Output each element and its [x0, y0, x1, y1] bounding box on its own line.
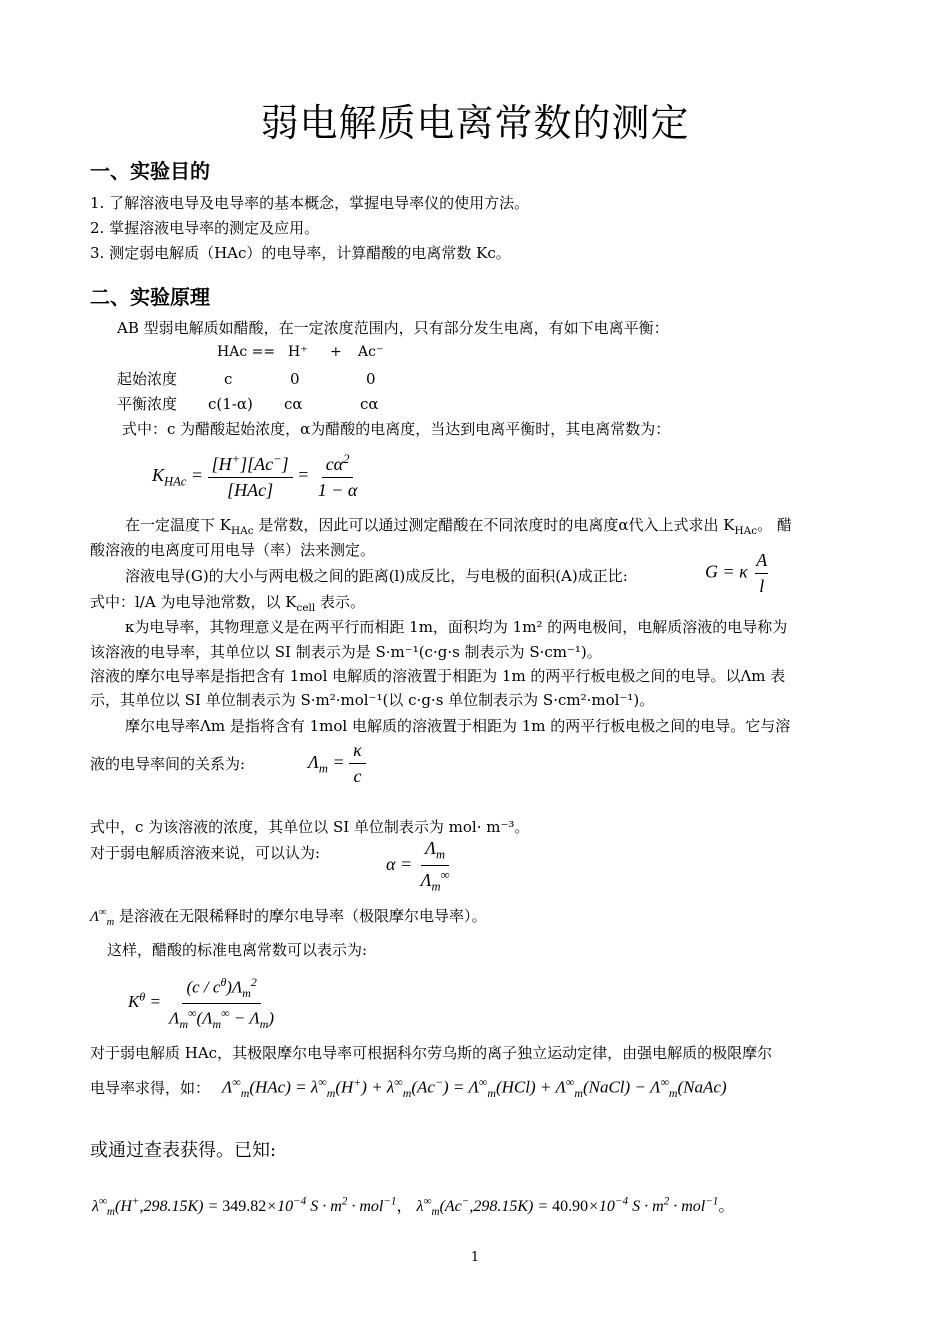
formula-kohlrausch: $\Lambda^\infty_m(HAc) = \lambda^\infty_m(H^+) + \lambda^\infty_m(Ac^-) = \Lambda^\infty_m(HCl)$ + $\Lambda^\infty_m(NaCl)$ − $\Lambda^\infty_m(NaAc)$: [222, 1075, 727, 1101]
formula-k-hac: $K_{HAc}$ = $\frac{[H^+][Ac^-]}{\text{[HAc]}}$ = $\frac{c\alpha^2}{1 - \alpha}$: [152, 452, 358, 500]
eq-header-h: H⁺: [288, 344, 308, 360]
page-number: 1: [470, 1250, 480, 1265]
formula-g: G = κ $\frac{A}{l}$: [705, 550, 768, 596]
section-heading-principle: 二、实验原理: [90, 285, 210, 309]
paragraph: 对于弱电解质 HAc，其极限摩尔电导率可根据科尔劳乌斯的离子独立运动定律，由强电解质的极限摩尔: [90, 1044, 773, 1062]
list-item: 3. 测定弱电解质（HAc）的电导率，计算醋酸的电离常数 Kc。: [90, 244, 511, 262]
paragraph: 对于弱电解质溶液来说，可以认为:: [90, 844, 321, 862]
eq-row2-h: cα: [284, 395, 303, 413]
eq-header-plus: +: [330, 344, 342, 360]
eq-row2-c: c(1-α): [208, 395, 253, 413]
eq-row2-label: 平衡浓度: [117, 395, 178, 413]
eq-row1-label: 起始浓度: [117, 370, 178, 388]
paragraph: 酸溶液的电离度可用电导（率）法来测定。: [90, 541, 376, 559]
paragraph: AB 型弱电解质如醋酸，在一定浓度范围内，只有部分发生电离，有如下电离平衡：: [117, 319, 669, 337]
formula-known-values: $\lambda^\infty_m(H^+,298.15K) = 349.82\times 10^{-4}$ $S \cdot m^2 \cdot mol^{-1}$， $\lambda^\infty_m(Ac^-,298.15K) = 40.90\times 10^{-4}$ $S \cdot m^2 \cdot mol^{-1}$。: [92, 1195, 735, 1219]
paragraph: $\Lambda^\infty_m$ 是溶液在无限稀释时的摩尔电导率（极限摩尔电导率）。: [90, 907, 487, 928]
eq-row2-ac: cα: [360, 395, 379, 413]
list-item: 1. 了解溶液电导及电导率的基本概念，掌握电导率仪的使用方法。: [90, 194, 530, 212]
paragraph: 这样，醋酸的标准电离常数可以表示为:: [107, 941, 368, 959]
formula-lambda-m: $\Lambda_m$ = $\frac{\kappa}{c}$: [308, 740, 366, 787]
formula-alpha: α = $\frac{\Lambda_m}{\Lambda_m^\infty}$: [386, 838, 450, 894]
paragraph: 式中：l/A 为电导池常数，以 $K_{cell}$ 表示。: [90, 593, 366, 614]
paragraph: 电导率求得，如：: [90, 1079, 211, 1097]
paragraph: 该溶液的电导率，其单位以 SI 制表示为是 S·m⁻¹(c·g·s 制表示为 S·cm⁻¹)。: [90, 643, 602, 661]
paragraph: 在一定温度下 $K_{HAc}$ 是常数，因此可以通过测定醋酸在不同浓度时的电离度α代入上式求出 $K_{HAc}$。 醋: [125, 516, 792, 537]
eq-header-ac: Ac⁻: [358, 344, 384, 360]
paragraph: 示，其单位以 SI 单位制表示为 S·m²·mol⁻¹(以 c·g·s 单位制表示为 S·cm²·mol⁻¹)。: [90, 691, 655, 709]
page-title: 弱电解质电离常数的测定: [260, 101, 690, 145]
paragraph: κ为电导率，其物理意义是在两平行而相距 1m，面积均为 1m² 的两电极间，电解质溶液的电导称为: [125, 618, 788, 636]
eq-row1-h: 0: [290, 370, 300, 388]
list-item: 2. 掌握溶液电导率的测定及应用。: [90, 219, 320, 237]
formula-k-theta: $K^\theta$ = $\frac{(c / c^\theta)\Lambda_m^2}{\Lambda_m^\infty(\Lambda_m^\infty - \Lambda_m)}$: [128, 975, 275, 1032]
eq-row1-ac: 0: [366, 370, 376, 388]
paragraph: 或通过查表获得。已知:: [90, 1140, 277, 1161]
paragraph: 液的电导率间的关系为:: [90, 755, 246, 773]
paragraph: 式中，c 为该溶液的浓度，其单位以 SI 单位制表示为 mol· m⁻³。: [90, 818, 530, 836]
eq-header-hac: HAc ==: [217, 344, 276, 360]
paragraph: 溶液电导(G)的大小与两电极之间的距离(l)成反比，与电极的面积(A)成正比:: [125, 567, 628, 585]
paragraph: 溶液的摩尔电导率是指把含有 1mol 电解质的溶液置于相距为 1m 的两平行板电极之间的电导。以Λm 表: [90, 667, 786, 685]
paragraph: 式中：c 为醋酸起始浓度，α为醋酸的电离度，当达到电离平衡时，其电离常数为：: [122, 420, 671, 438]
section-heading-purpose: 一、实验目的: [90, 159, 210, 183]
paragraph: 摩尔电导率Λm 是指将含有 1mol 电解质的溶液置于相距为 1m 的两平行板电极之间的电导。它与溶: [125, 717, 791, 735]
eq-row1-c: c: [224, 370, 233, 388]
